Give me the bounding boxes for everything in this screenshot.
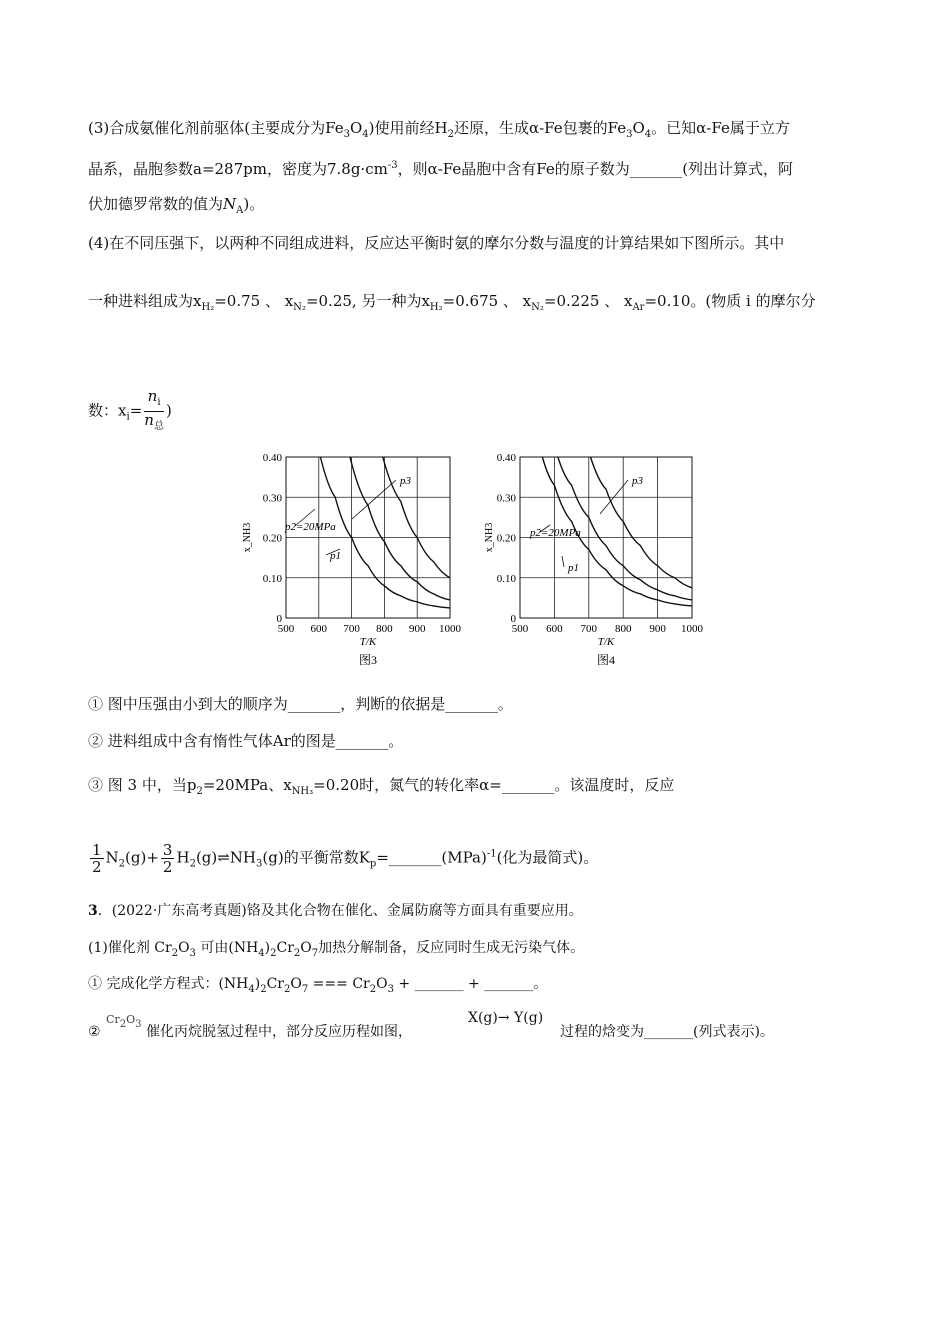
leader-line xyxy=(562,556,564,567)
q4-sub1: ① 图中压强由小到大的顺序为_______，判断的依据是_______。 xyxy=(88,695,513,713)
figure-4 xyxy=(482,446,712,680)
curve-label: p3 xyxy=(632,475,643,487)
x-tick-label: 500 xyxy=(511,623,529,635)
q4-sub3: ③ 图 3 中，当$p_2=20MPa$、$x_{NH_3}=0.20$时，氮气的转化率α=_______。该温度时，反应 xyxy=(88,776,675,797)
q3-line3: 伏加德罗常数的值为$N_A$)。 xyxy=(88,195,265,216)
curve-label: p3 xyxy=(400,475,411,487)
curve-label: p2=20MPa xyxy=(285,521,336,533)
y-tick-label: 0.20 xyxy=(496,532,516,545)
q3b-p3-b: 过程的焓变为_______(列式表示)。 xyxy=(560,1024,774,1040)
q4-line1: (4)在不同压强下，以两种不同组成进料，反应达平衡时氨的摩尔分数与温度的计算结果如下图所示。其中 xyxy=(88,234,785,252)
x-tick-label: 600 xyxy=(310,623,328,635)
series-curve-p1 xyxy=(320,457,450,608)
q4-line3-prefix: 数： xyxy=(88,401,119,420)
x-tick-label: 900 xyxy=(649,623,666,635)
q3b-p1: (1)催化剂 $Cr_2O_3$ 可由$(NH_4)_2Cr_2O_7$加热分解制备，反应同时生成无污染气体。 xyxy=(88,940,585,959)
x-tick-label: 500 xyxy=(277,623,295,635)
chart-4-svg xyxy=(482,446,712,676)
q3-line2: 晶系，晶胞参数a=287pm，密度为$7.8g\cdot cm^{-3}$，则α-Fe晶胞中含有Fe的原子数为_______(列出计算式，阿 xyxy=(88,160,794,178)
chart-3-svg xyxy=(240,446,470,676)
x-tick-label: 600 xyxy=(546,623,563,635)
x-tick-label: 700 xyxy=(343,623,360,635)
q3b-p2: ① 完成化学方程式：$(NH_4)_2Cr_2O_7$ === $Cr_2O_3$ + _______ + _______。 xyxy=(88,976,548,995)
q4-line2: 一种进料组成为$x_{H_2}=0.75$ 、 $x_{N_2}=0.25$, 另一种为$x_{H_2}=0.675$ 、 $x_{N_2}=0.225$ 、 $x_{Ar}=0.10$。(物质 i 的摩尔分 xyxy=(88,292,816,313)
circle-2: ② xyxy=(88,1024,101,1040)
x-tick-label: 800 xyxy=(614,623,632,635)
y-tick-label: 0.30 xyxy=(262,492,282,505)
y-tick-label: 0.10 xyxy=(262,572,282,585)
figure-caption: 图4 xyxy=(596,653,616,667)
x-tick-label: 1000 xyxy=(439,623,461,635)
y-axis-label: x_NH3 xyxy=(242,522,253,553)
y-tick-label: 0 xyxy=(510,613,516,625)
y-tick-label: 0.30 xyxy=(496,492,516,505)
curve-label: p1 xyxy=(568,562,579,574)
x-tick-label: 1000 xyxy=(681,623,703,635)
y-tick-label: 0.20 xyxy=(262,532,282,545)
xy-formula: X(g)→ Y(g) xyxy=(468,1010,544,1026)
figure-caption: 图3 xyxy=(358,653,378,667)
x-tick-label: 900 xyxy=(408,623,426,635)
series-curve-p3 xyxy=(383,457,450,578)
q3-line1: (3)合成氨催化剂前驱体(主要成分为$Fe_3O_4$)使用前经$H_2$还原，生成α-Fe包裹的$Fe_3O_4$。已知α-Fe属于立方 xyxy=(88,119,790,140)
x-tick-label: 700 xyxy=(580,623,598,635)
mole-fraction-formula: $\frac{n_i}{n_总}$ xyxy=(144,387,164,432)
curve-label: p2=20MPa xyxy=(530,527,581,539)
curve-label: p1 xyxy=(330,550,341,562)
x-axis-label: T/K xyxy=(597,636,615,648)
q4-line3: 数：$x_i=$ $\frac{n_i}{n_总}$ ) xyxy=(88,388,172,435)
x-axis-label: T/K xyxy=(359,636,377,648)
q3b-p3-a: 催化丙烷脱氢过程中，部分反应历程如图， xyxy=(146,1024,412,1040)
y-axis-label: x_NH3 xyxy=(484,522,495,553)
cr2o3-label: Cr2O3 xyxy=(106,1013,142,1030)
x-tick-label: 800 xyxy=(376,623,393,635)
q4-sub2: ② 进料组成中含有惰性气体Ar的图是_______。 xyxy=(88,732,404,750)
y-tick-label: 0 xyxy=(276,613,282,625)
q3b-title: 3．(2022·广东高考真题)铬及其化合物在催化、金属防腐等方面具有重要应用。 xyxy=(88,903,583,919)
y-tick-label: 0.40 xyxy=(496,452,516,464)
q4-sub4: $\frac{1}{2}$ $N_2(g)+$ $\frac{3}{2}$ $H_2(g)\rightleftharpoons NH_3(g)$的平衡常数$K_p=\_\_\_\_\_\_\_(MPa)^{-1}$(化为最简式)。 xyxy=(92,841,599,876)
y-tick-label: 0.10 xyxy=(496,572,516,585)
figure-3 xyxy=(240,446,470,680)
y-tick-label: 0.40 xyxy=(262,452,282,464)
